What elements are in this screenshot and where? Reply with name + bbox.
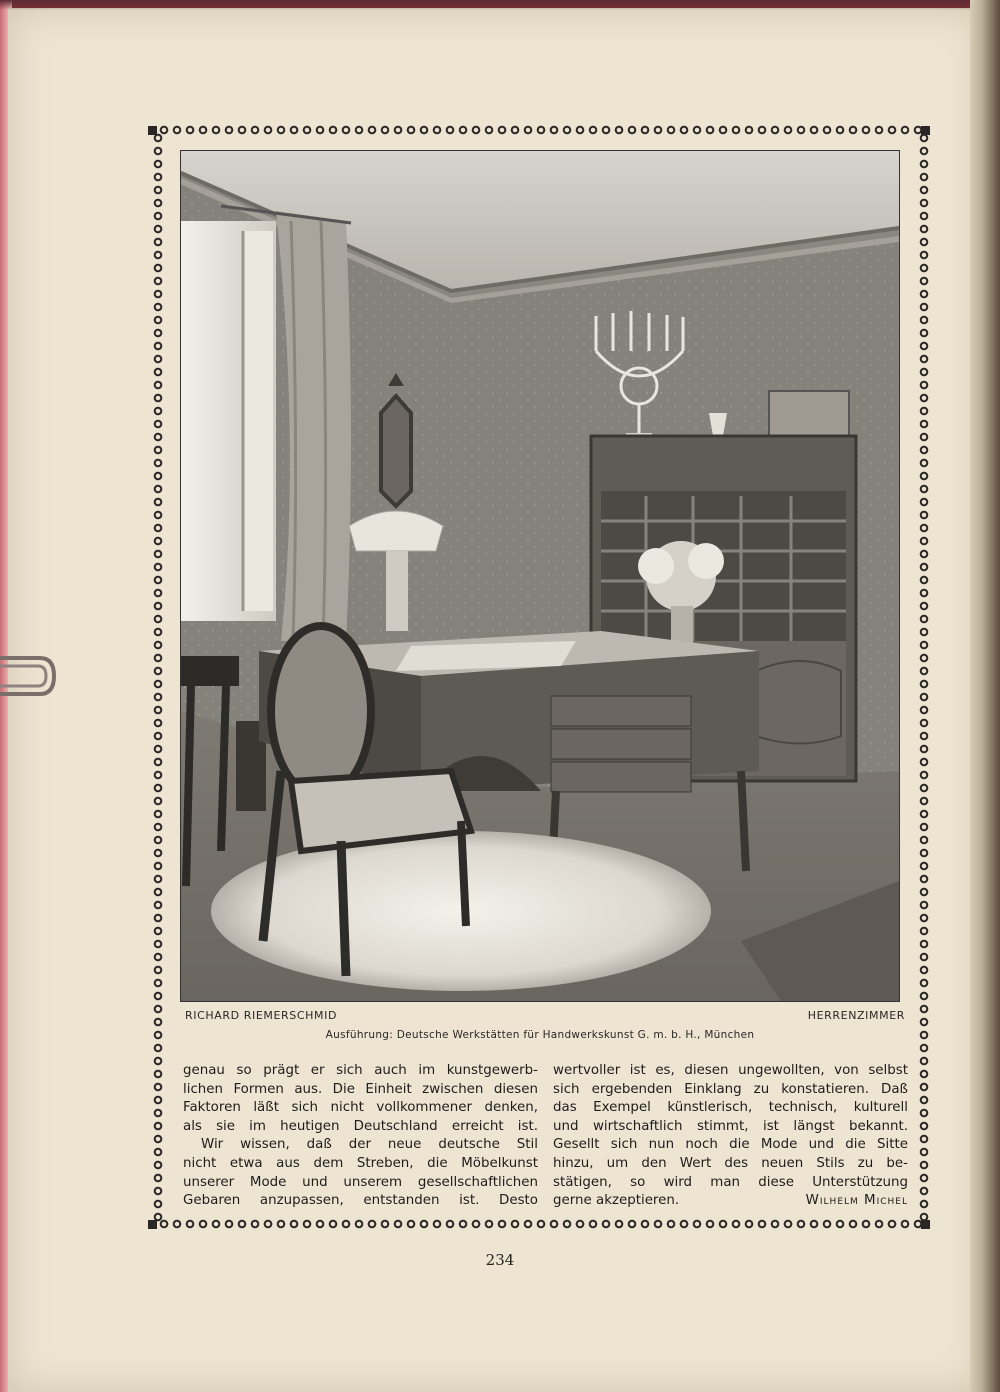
text-line: wertvoller ist es, diesen ungewollten, von selbst <box>553 1063 908 1078</box>
text-line: als sie im heutigen Deutschland erreicht ist. <box>183 1118 538 1134</box>
paper-clip-icon <box>0 650 58 702</box>
text-column-right <box>553 1062 908 1211</box>
designer-caption: RICHARD RIEMERSCHMID <box>185 1009 338 1022</box>
border-corner <box>148 1220 157 1229</box>
text-line: Gesellt sich nun noch die Mode und die Sitte <box>553 1137 908 1153</box>
text-line: und wirtschaftlich stimmt, ist längst bekannt. <box>553 1118 908 1134</box>
border-corner <box>148 126 157 135</box>
interior-photograph <box>180 150 900 1002</box>
text-line: Faktoren läßt sich nicht vollkommener denken, <box>183 1100 538 1116</box>
border-corner <box>921 126 930 135</box>
page-number: 234 <box>485 1251 515 1269</box>
text-line: gerne akzeptieren. <box>553 1193 680 1209</box>
text-line: hinzu, um den Wert des neuen Stils zu be- <box>553 1155 908 1171</box>
text-line-last <box>553 1192 908 1211</box>
text-line: unserer Mode und unserem gesellschaftlichen <box>183 1174 538 1190</box>
execution-caption: Ausführung: Deutsche Werkstätten für Handwerkskunst G. m. b. H., München <box>325 1029 755 1041</box>
border-top <box>158 124 922 136</box>
text-line: nicht etwa aus dem Streben, die Möbelkunst <box>183 1155 538 1171</box>
author-signature: Wilhelm Michel <box>805 1193 908 1209</box>
text-line: stätigen, so wird man diese Unterstützung <box>553 1174 908 1190</box>
text-line: Wir wissen, daß der neue deutsche Stil <box>201 1137 538 1153</box>
cover-edge <box>0 0 1000 10</box>
herrenzimmer-image <box>181 151 899 1001</box>
text-line: das Exempel künstlerisch, technisch, kulturell <box>553 1100 908 1116</box>
text-column-left <box>183 1062 538 1211</box>
border-right <box>918 132 930 1222</box>
gutter-shadow <box>970 0 1000 1392</box>
border-left <box>152 132 164 1222</box>
text-line: sich ergebenden Einklang zu konstatieren. Daß <box>553 1081 908 1097</box>
border-bottom <box>158 1218 922 1230</box>
text-line: Gebaren anzupassen, entstanden ist. Desto <box>183 1193 538 1209</box>
border-corner <box>921 1220 930 1229</box>
text-line: genau so prägt er sich auch im kunstgewerb- <box>183 1063 538 1078</box>
room-caption: HERRENZIMMER <box>807 1009 905 1022</box>
text-line: lichen Formen aus. Die Einheit zwischen diesen <box>183 1081 538 1097</box>
